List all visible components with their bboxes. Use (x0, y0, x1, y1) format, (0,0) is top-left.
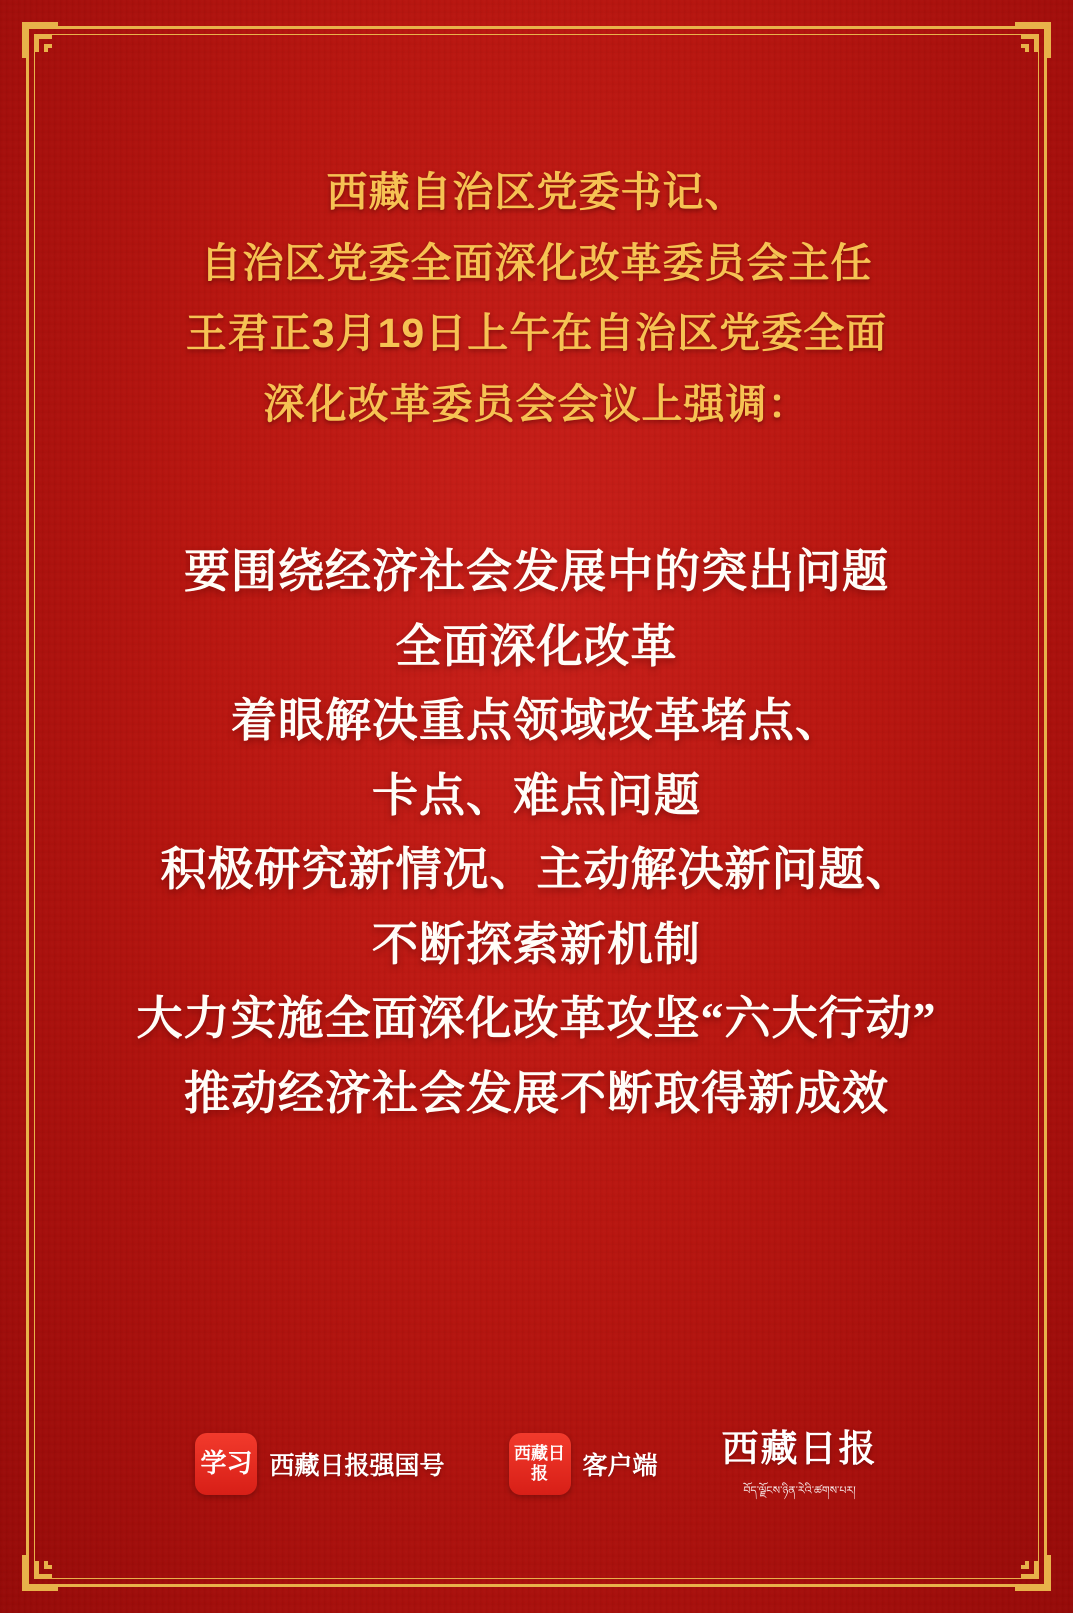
footer-label-client: 客户端 (582, 1451, 658, 1480)
quote-line: 卡点、难点问题 (372, 769, 701, 821)
footer-item-xuexi (195, 1433, 444, 1495)
masthead-title: 西藏日报 (721, 1429, 878, 1470)
headline-block (52, 157, 1021, 439)
quote-line: 积极研究新情况、主动解决新问题、 (160, 844, 913, 896)
xuexi-icon-text: 学习 (200, 1448, 253, 1478)
quote-line: 推动经济社会发展不断取得新成效 (184, 1067, 889, 1119)
quote-line: 不断探索新机制 (372, 918, 701, 970)
poster-content (52, 52, 1021, 1561)
masthead-xizang-daily (722, 1418, 878, 1509)
xizang-daily-icon-text: 西藏日报 (514, 1444, 565, 1483)
quote-line: 全面深化改革 (395, 620, 678, 672)
xuexi-app-icon (195, 1433, 257, 1495)
footer-label-xuexi: 西藏日报强国号 (269, 1451, 445, 1480)
quote-line: 大力实施全面深化改革攻坚“六大行动” (136, 993, 937, 1045)
xizang-daily-app-icon (509, 1433, 571, 1495)
headline-line: 西藏自治区党委书记、 (326, 169, 747, 215)
quote-line: 着眼解决重点领域改革堵点、 (231, 695, 842, 747)
headline-line: 深化改革委员会会议上强调： (263, 380, 810, 427)
masthead-subtitle-tibetan: བོད་ལྗོངས་ཉིན་རེའི་ཚགས་པར། (743, 1484, 856, 1497)
quote-block (52, 535, 1021, 1131)
headline-line: 自治区党委全面深化改革委员会主任 (200, 239, 873, 286)
footer-logos (52, 1418, 1021, 1509)
quote-line: 要围绕经济社会发展中的突出问题 (184, 546, 889, 598)
headline-line: 王君正3月19日上午在自治区党委全面 (185, 310, 888, 357)
footer-item-client (509, 1433, 658, 1495)
